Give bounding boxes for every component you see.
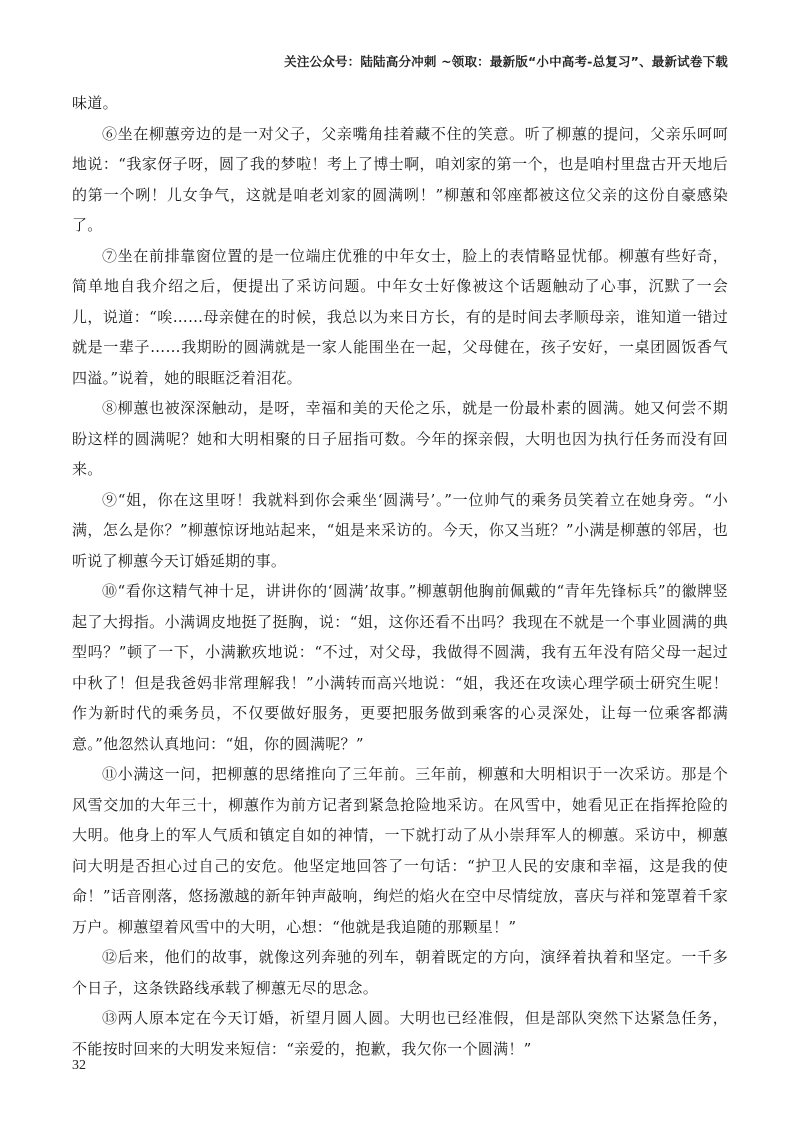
- paragraph: 味道。: [72, 94, 118, 112]
- article-body: [72, 88, 728, 1064]
- paragraph: ⑨“姐，你在这里呀！我就料到你会乘坐‘圆满号’。”一位帅气的乘务员笑着立在她身旁。“小满，怎么是你？”柳蕙惊讶地站起来，“姐是来采访的。今天，你又当班？”小满是柳蕙的邻居，也听说了柳蕙今天订婚延期的事。: [72, 490, 728, 570]
- paragraph: ⑥坐在柳蕙旁边的是一对父子，父亲嘴角挂着藏不住的笑意。听了柳蕙的提问，父亲乐呵呵地说：“我家伢子呀，圆了我的梦啦！考上了博士啊，咱刘家的第一个，也是咱村里盘古开天地后的第一个咧！儿女争气，这就是咱老刘家的圆满咧！”柳蕙和邻座都被这位父亲的这份自豪感染了。: [72, 124, 728, 234]
- paragraph: ⑫后来，他们的故事，就像这列奔驰的列车，朝着既定的方向，演绎着执着和坚定。一千多个日子，这条铁路线承载了柳蕙无尽的思念。: [72, 948, 728, 997]
- paragraph: ⑩“看你这精气神十足，讲讲你的‘圆满’故事。”柳蕙朝他胸前佩戴的“青年先锋标兵”的徽牌竖起了大拇指。小满调皮地挺了挺胸，说：“姐，这你还看不出吗？我现在不就是一个事业圆满的典型吗？”顿了一下，小满歉疚地说：“不过，对父母，我做得不圆满，我有五年没有陪父母一起过中秋了！但是我爸妈非常理解我！”小满转而高兴地说：“姐，我还在攻读心理学硕士研究生呢！作为新时代的乘务员，不仅要做好服务，更要把服务做到乘客的心灵深处，让每一位乘客都满意。”他忽然认真地问：“姐，你的圆满呢？”: [72, 582, 728, 753]
- paragraph: ⑬两人原本定在今天订婚，祈望月圆人圆。大明也已经准假，但是部队突然下达紧急任务，不能按时回来的大明发来短信：“亲爱的，抱歉，我欠你一个圆满！”: [72, 1009, 728, 1058]
- paragraph: ⑦坐在前排靠窗位置的是一位端庄优雅的中年女士，脸上的表情略显忧郁。柳蕙有些好奇，简单地自我介绍之后，便提出了采访问题。中年女士好像被这个话题触动了心事，沉默了一会儿，说道：“唉……母亲健在的时候，我总以为来日方长，有的是时间去孝顺母亲，谁知道一错过就是一辈子……我期盼的圆满就是一家人能围坐在一起，父母健在，孩子安好，一桌团圆饭香气四溢。”说着，她的眼眶泛着泪花。: [72, 246, 728, 387]
- page-number: 32: [72, 1058, 86, 1073]
- paragraph: ⑪小满这一问，把柳蕙的思绪推向了三年前。三年前，柳蕙和大明相识于一次采访。那是个风雪交加的大年三十，柳蕙作为前方记者到紧急抢险地采访。在风雪中，她看见正在指挥抢险的大明。他身上的军人气质和镇定自如的神情，一下就打动了从小崇拜军人的柳蕙。采访中，柳蕙问大明是否担心过自己的安危。他坚定地回答了一句话：“护卫人民的安康和幸福，这是我的使命！”话音刚落，悠扬激越的新年钟声敲响，绚烂的焰火在空中尽情绽放，喜庆与祥和笼罩着千家万户。柳蕙望着风雪中的大明，心想：“他就是我追随的那颗星！”: [72, 765, 728, 936]
- page-header: 关注公众号：陆陆高分冲刺 ~领取：最新版“小中高考-总复习”、最新试卷下载: [284, 54, 728, 69]
- paragraph: ⑧柳蕙也被深深触动，是呀，幸福和美的天伦之乐，就是一份最朴素的圆满。她又何尝不期盼这样的圆满呢？她和大明相聚的日子屈指可数。今年的探亲假，大明也因为执行任务而没有回来。: [72, 399, 728, 478]
